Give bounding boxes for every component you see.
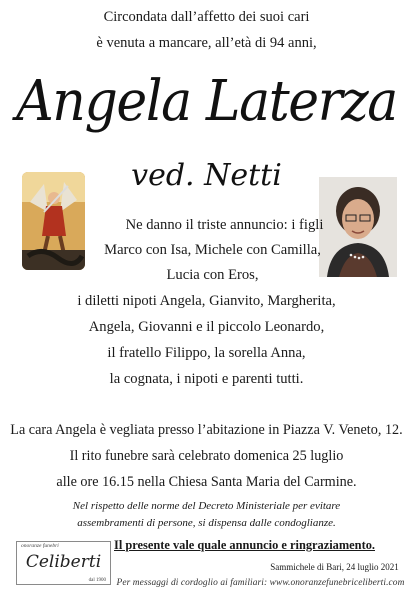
logo-name: Celiberti	[25, 552, 102, 572]
mourners-line-4: i diletti nipoti Angela, Gianvito, Margherita,	[77, 293, 336, 309]
intro-line-1: Circondata dall’affetto dei suoi cari	[103, 9, 310, 25]
intro-line-2: è venuta a mancare, all’età di 94 anni,	[96, 35, 317, 51]
married-name: ved. Netti	[131, 158, 282, 193]
mourners-line-7: la cognata, i nipoti e parenti tutti.	[109, 371, 304, 387]
funeral-home-logo	[16, 541, 111, 585]
mourners-line-2: Marco con Isa, Michele con Camilla,	[104, 242, 321, 258]
mourners-line-3: Lucia con Eros,	[166, 267, 259, 283]
mourners-line-6: il fratello Filippo, la sorella Anna,	[107, 345, 306, 361]
announcement: Il presente vale quale annuncio e ringraziamento.	[114, 538, 375, 552]
notice-line-1: Nel rispetto delle norme del Decreto Ministeriale per evitare	[72, 500, 341, 512]
logo-tagline: onoranze funebri	[21, 543, 59, 549]
details-line-1: La cara Angela è vegliata presso l’abitazione in Piazza V. Veneto, 12.	[10, 422, 403, 438]
details-line-3: alle ore 16.15 nella Chiesa Santa Maria del Carmine.	[56, 474, 357, 490]
footer-contact: Per messaggi di cordoglio ai familiari: www.onoranzefunebriceliberti.com	[116, 578, 405, 588]
logo-est: dal 1900	[88, 578, 106, 583]
mourners-line-5: Angela, Giovanni e il piccolo Leonardo,	[88, 319, 325, 335]
deceased-name: Angela Laterza	[16, 69, 397, 134]
notice-line-2: assembramenti di persone, si dispensa dalle condoglianze.	[77, 517, 336, 529]
place-date: Sammichele di Bari, 24 luglio 2021	[270, 562, 399, 572]
mourners-line-1: Ne danno il triste annuncio: i figli	[125, 217, 324, 233]
details-line-2: Il rito funebre sarà celebrato domenica 25 luglio	[69, 448, 344, 464]
